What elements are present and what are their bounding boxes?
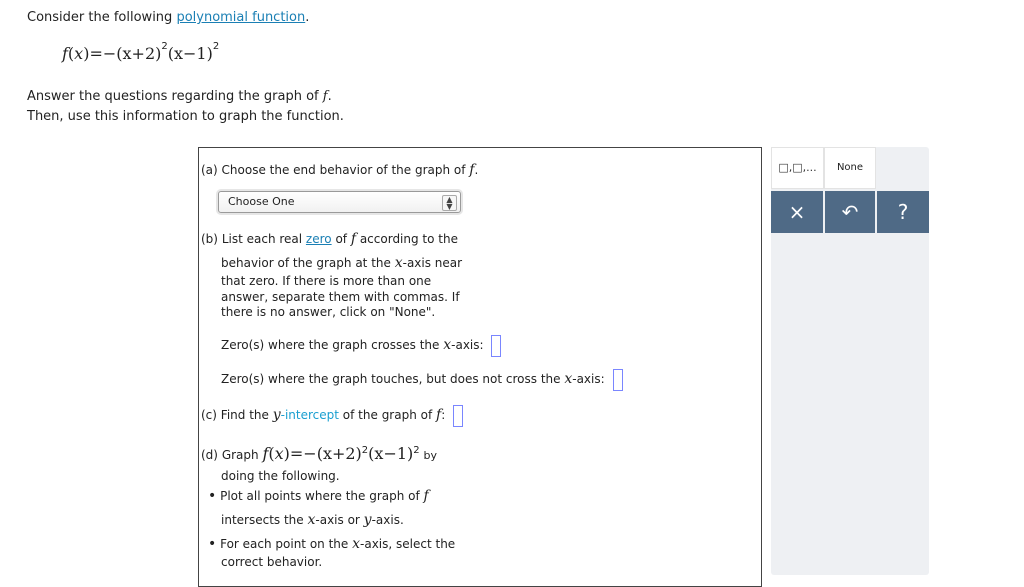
part-d-bullet2-line2: correct behavior.: [221, 555, 323, 569]
bullet-icon: •: [208, 536, 217, 552]
part-a-prompt: (a) Choose the end behavior of the graph of f.: [201, 162, 479, 178]
part-d-line2: doing the following.: [221, 469, 340, 483]
touches-zeros-input[interactable]: [613, 369, 623, 391]
part-b-line3: that zero. If there is more than one: [221, 274, 432, 288]
part-c-prompt: (c) Find the y-intercept of the graph of f:: [201, 404, 463, 427]
undo-icon: ↶: [841, 200, 859, 224]
part-d-function: $f(x)=-(x+2)^2(x-1)^2$: [262, 444, 420, 463]
polynomial-function-link[interactable]: polynomial function: [176, 10, 306, 25]
part-b-line5: there is no answer, click on "None".: [221, 305, 436, 319]
list-template-button[interactable]: □,□,...: [771, 147, 824, 189]
function-definition: $f(x)=-(x+2)^2(x-1)^2$: [62, 41, 220, 63]
y-intercept-input[interactable]: [453, 405, 463, 427]
crosses-zeros-row: Zero(s) where the graph crosses the x-axis:: [221, 334, 501, 357]
end-behavior-select[interactable]: Choose One ▲ ▼: [218, 191, 461, 213]
select-updown-icon: ▲ ▼: [442, 195, 457, 211]
close-icon: ×: [788, 200, 806, 224]
bullet-icon: •: [208, 488, 217, 504]
part-d-bullet1: • Plot all points where the graph of f: [208, 488, 429, 504]
zero-link[interactable]: zero: [305, 232, 332, 246]
crosses-zeros-input[interactable]: [491, 335, 501, 357]
help-icon: ?: [897, 200, 909, 224]
part-d-bullet1-line2: intersects the x-axis or y-axis.: [221, 512, 404, 528]
part-d-bullet2: • For each point on the x-axis, select the: [208, 536, 456, 552]
part-d-prompt: (d) Graph $f(x)=-(x+2)^2(x-1)^2$ by: [201, 444, 437, 463]
answer-instructions: Answer the questions regarding the graph of f.: [27, 89, 332, 104]
part-b-prompt: (b) List each real zero of f according to the: [201, 231, 458, 247]
part-b-line2: behavior of the graph at the x-axis near: [221, 255, 463, 271]
help-button[interactable]: [877, 191, 929, 233]
y-intercept-link[interactable]: -intercept: [280, 408, 339, 422]
undo-button[interactable]: [825, 191, 875, 233]
intro-line: Consider the following polynomial function.: [27, 10, 310, 25]
none-button[interactable]: None: [824, 147, 876, 189]
touches-zeros-row: Zero(s) where the graph touches, but does not cross the x-axis:: [221, 368, 623, 391]
clear-button[interactable]: [771, 191, 823, 233]
graph-instructions: Then, use this information to graph the function.: [27, 109, 344, 124]
part-b-line4: answer, separate them with commas. If: [221, 290, 460, 304]
